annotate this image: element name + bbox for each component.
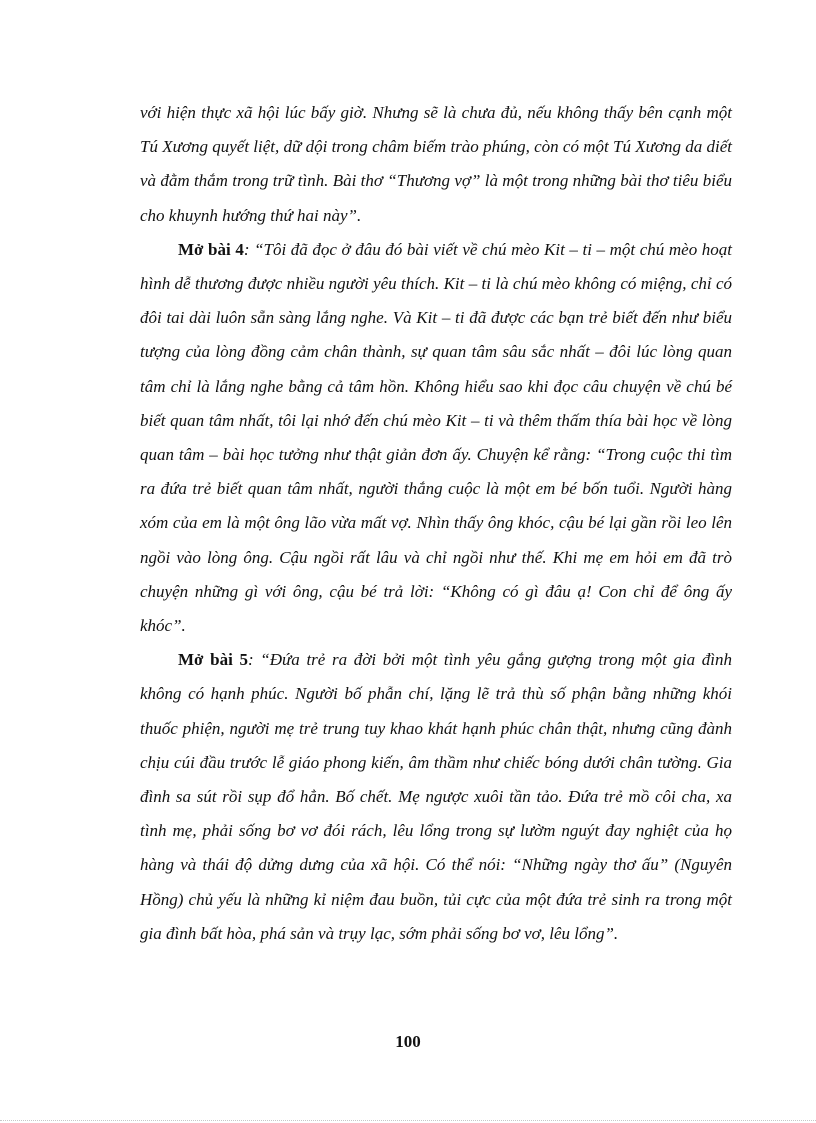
- paragraph-mo-bai-5: [140, 643, 732, 951]
- paragraph-mo-bai-4: [140, 233, 732, 643]
- paragraph-text: : “Đứa trẻ ra đời bởi một tình yêu gắng gượng trong một gia đình không có hạnh phúc. Người bố phẫn chí, lặng lẽ trả thù số phận bằng những khói thuốc phiện, người mẹ trẻ trung tuy khao khát hạnh phúc chân thật, nhưng cũng đành chịu cúi đầu trước lễ giáo phong kiến, âm thầm như chiếc bóng dưới chân tường. Gia đình sa sút rồi sụp đổ hẳn. Bố chết. Mẹ ngược xuôi tần tảo. Đứa trẻ mồ côi cha, xa tình mẹ, phải sống bơ vơ đói rách, lêu lổng trong sự lườm nguýt đay nghiệt của họ hàng và thái độ dửng dưng của xã hội. Có thể nói: “Những ngày thơ ấu” (Nguyên Hồng) chủ yếu là những kỉ niệm đau buồn, tủi cực của một đứa trẻ sinh ra trong một gia đình bất hòa, phá sản và trụy lạc, sớm phải sống bơ vơ, lêu lổng”.: [140, 650, 733, 943]
- page-number: 100: [395, 1032, 421, 1051]
- page-bottom-divider: [0, 1120, 816, 1121]
- paragraph-label: Mở bài 5: [178, 650, 248, 670]
- paragraph-text: : “Tôi đã đọc ở đâu đó bài viết về chú mèo Kit – ti – một chú mèo hoạt hình dễ thương được nhiều người yêu thích. Kit – ti là chú mèo không có miệng, chỉ có đôi tai dài luôn sẵn sàng lắng nghe. Và Kit – ti đã được các bạn trẻ biết đến như biểu tượng của lòng đồng cảm chân thành, sự quan tâm sâu sắc nhất – đôi lúc lòng quan tâm chỉ là lắng nghe bằng cả tâm hồn. Không hiểu sao khi đọc câu chuyện về chú bé biết quan tâm nhất, tôi lại nhớ đến chú mèo Kit – ti và thêm thấm thía bài học về lòng quan tâm – bài học tưởng như thật giản đơn ấy. Chuyện kể rằng: “Trong cuộc thi tìm ra đứa trẻ biết quan tâm nhất, người thắng cuộc là một em bé bốn tuổi. Người hàng xóm của em là một ông lão vừa mất vợ. Nhìn thấy ông khóc, cậu bé lại gần rồi leo lên ngồi vào lòng ông. Cậu ngồi rất lâu và chỉ ngồi như thế. Khi mẹ em hỏi em đã trò chuyện những gì với ông, cậu bé trả lời: “Không có gì đâu ạ! Con chỉ để ông ấy khóc”.: [140, 239, 733, 636]
- paragraph-text: với hiện thực xã hội lúc bấy giờ. Nhưng sẽ là chưa đủ, nếu không thấy bên cạnh một Tú Xương quyết liệt, dữ dội trong châm biếm trào phúng, còn có một Tú Xương da diết và đằm thắm trong trữ tình. Bài thơ “Thương vợ” là một trong những bài thơ tiêu biểu cho khuynh hướng thứ hai này”.: [140, 103, 732, 225]
- paragraph-continuation: [140, 96, 732, 233]
- body-text: [140, 96, 732, 951]
- paragraph-label: Mở bài 4: [178, 239, 244, 259]
